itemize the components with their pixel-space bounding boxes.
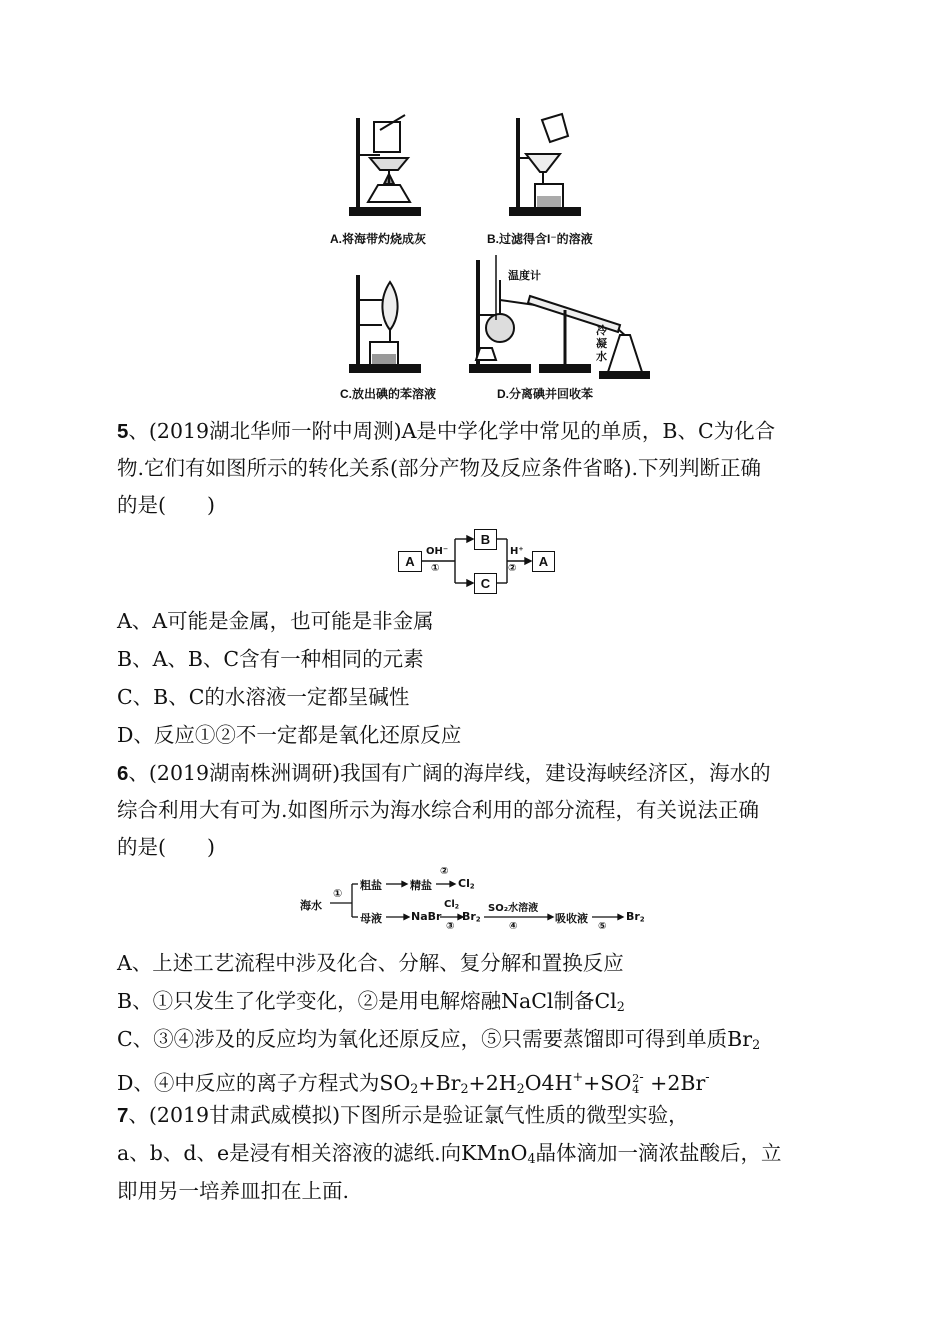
q5-box-b: B xyxy=(474,529,497,550)
q6-line-2: 综合利用大有可为.如图所示为海水综合利用的部分流程，有关说法正确 xyxy=(117,798,760,822)
q5-number: 5 xyxy=(117,420,129,443)
q6-nabr: NaBr xyxy=(411,910,442,923)
q5-box-a-left: A xyxy=(398,551,422,572)
q5-line-1 xyxy=(117,416,775,447)
q6-step-2: ② xyxy=(440,866,449,877)
q7-line-1 xyxy=(117,1100,689,1131)
q6-line-3: 的是( ) xyxy=(117,835,215,859)
q6-number: 6 xyxy=(117,762,129,785)
q6-cl2-reagent: $Cl_2$ xyxy=(444,899,460,911)
q6-option-b: B、①只发生了化学变化，②是用电解熔融NaCl制备$Cl_2$ xyxy=(117,989,625,1015)
q6-step-4: ④ xyxy=(509,921,518,932)
q5-line-3: 的是( ) xyxy=(117,493,215,517)
q6-refined-salt: 精盐 xyxy=(410,879,432,892)
q6-option-c: C、③④涉及的反应均为氧化还原反应，⑤只需要蒸馏即可得到单质$Br_2$ xyxy=(117,1027,761,1053)
q7-line-2: a、b、d、e是浸有相关溶液的滤纸.向KMnO$_4$晶体滴加一滴浓盐酸后，立 xyxy=(117,1141,782,1167)
q5-step-1: ① xyxy=(431,563,440,574)
q6-option-d: D、④中反应的离子方程式为$SO_2+Br_2+2H_2O4H^++SO$ 2 4 - +2Br- xyxy=(117,1069,710,1097)
q5-option-c: C、B、C的水溶液一定都呈碱性 xyxy=(117,685,410,709)
q6-text-1: 、(2019湖南株洲调研)我国有广阔的海岸线，建设海峡经济区，海水的 xyxy=(128,761,771,785)
q5-option-b: B、A、B、C含有一种相同的元素 xyxy=(117,647,424,671)
q6-step-5: ⑤ xyxy=(598,921,607,932)
q5-reagent-oh: OH⁻ xyxy=(426,546,449,557)
q7-text-1: 、(2019甘肃武威模拟)下图所示是验证氯气性质的微型实验， xyxy=(128,1103,689,1127)
q5-box-a-right: A xyxy=(532,551,555,572)
caption-d: D.分离碘并回收苯 xyxy=(497,387,594,401)
q5-option-d: D、反应①②不一定都是氧化还原反应 xyxy=(117,723,462,747)
caption-c: C.放出碘的苯溶液 xyxy=(340,387,437,401)
q6-crude-salt: 粗盐 xyxy=(360,879,382,892)
q7-line-3: 即用另一培养皿扣在上面. xyxy=(117,1179,350,1203)
q6-cl2: $Cl_2$ xyxy=(458,877,475,891)
caption-b: B.过滤得含I⁻的溶液 xyxy=(487,232,593,246)
q5-line-2: 物.它们有如图所示的转化关系(部分产物及反应条件省略).下列判断正确 xyxy=(117,456,762,480)
q7-number: 7 xyxy=(117,1104,129,1127)
q5-text-1: 、(2019湖北华师一附中周测)A是中学化学中常见的单质，B、C为化合 xyxy=(128,419,776,443)
q5-reagent-h: H⁺ xyxy=(510,546,524,557)
caption-a: A.将海带灼烧成灰 xyxy=(330,232,427,246)
q6-br2: $Br_2$ xyxy=(462,910,481,924)
q6-seawater: 海水 xyxy=(300,899,322,912)
q5-step-2: ② xyxy=(508,563,517,574)
q6-absorbed-liquid: 吸收液 xyxy=(555,912,588,925)
q6-line-1 xyxy=(117,758,771,789)
lab-apparatus-drawing xyxy=(330,110,650,410)
q6-step-1: ① xyxy=(333,887,343,900)
q5-option-a: A、A可能是金属，也可能是非金属 xyxy=(117,609,434,633)
q6-so2-solution: SO₂水溶液 xyxy=(488,903,539,914)
thermometer-label: 温度计 xyxy=(508,270,541,282)
q5-box-c: C xyxy=(474,573,497,594)
q6-mother-liquor: 母液 xyxy=(360,912,382,925)
cooling-water-label: 冷凝水 xyxy=(596,325,607,363)
q6-option-a: A、上述工艺流程中涉及化合、分解、复分解和置换反应 xyxy=(117,951,624,975)
q6-br2-final: $Br_2$ xyxy=(626,910,645,924)
q6-step-3: ③ xyxy=(446,921,455,932)
